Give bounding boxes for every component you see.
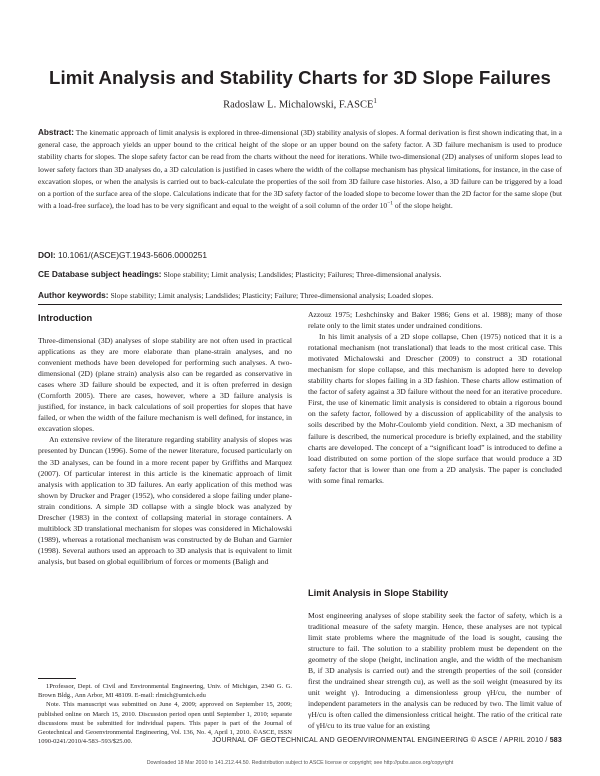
footnote-note: Note. This manuscript was submitted on June 4, 2009; approved on September 15, 2009; published online on March 15, 2010. Discussion period open until September 1, 2010; separate discussions must be submitted for individual papers. This paper is part of the Journal of Geotechnical and Geoenvironmental Engineering, Vol. 136, No. 4, April 1, 2010. ©ASCE, ISSN 1090-0241/2010/4-583–593/$25.00. bbox=[38, 701, 292, 746]
abstract-label: Abstract: bbox=[38, 128, 74, 137]
paragraph: Most engineering analyses of slope stability seek the factor of safety, which is a traditional measure of the safety margin. Hence, these analyses are not typical limit state problems where the magnitude of the load is sought, causing the structure to fail. The solution to a stability problem must be dependent on the geometry of the slope (height, inclination angle, and the width of the mechanism B, if 3D analysis is carried out) and the strength properties of the soil (consider first the undrained shear strength cu), as well as the soil weight (measured by its unit weight γ). Introducing a dimensionless group γH/cu, the number of independent parameters in the analysis can be reduced by two. The limit value of γH/cu is often called the dimensionless critical height. The ratio of the critical rate of γH/cu to its true value for an existing bbox=[308, 611, 562, 731]
paragraph: An extensive review of the literature regarding stability analysis of slopes was presented by Duncan (1996). Some of the newer literature, focused particularly on the 3D analyses, can be found in a more recent paper by Griffiths and Marquez (2007). Of particular interest in this article is the kinematic approach of limit analysis with application to 3D failures. An early application of this method was shown by Drucker and Prager (1952), who considered a slope failing under plane-strain conditions. A simple 3D collapse with a single block was analyzed by Drescher (1983) in the context of collapsing material in storage containers. A multiblock 3D translational mechanism for slopes was considered in Michalowski (1989), whereas a rotational mechanism was constructed by de Buhan and Garnier (1998). Several authors used an approach to 3D analysis that is equivalent to limit analysis, but based on global equilibrium of forces or moments (Baligh and bbox=[38, 435, 292, 566]
abstract bbox=[38, 127, 562, 212]
download-notice: Downloaded 18 Mar 2010 to 141.212.44.50. Redistribution subject to ASCE license or copyright; see http://pubs.asce.org/copyright bbox=[146, 760, 454, 766]
left-column bbox=[38, 335, 292, 567]
footnote-affiliation: 1Professor, Dept. of Civil and Environmental Engineering, Univ. of Michigan, 2340 G. G. Brown Bldg., Ann Arbor, MI 48109. E-mail: rlmich@umich.edu bbox=[38, 683, 292, 700]
author-keywords bbox=[38, 290, 562, 300]
section-heading-introduction: Introduction bbox=[38, 313, 93, 323]
doi-label: DOI: bbox=[38, 250, 56, 260]
footnote-rule bbox=[38, 678, 76, 679]
doi-line bbox=[38, 250, 207, 260]
ce-subject-headings bbox=[38, 269, 562, 279]
author-line bbox=[0, 97, 600, 111]
abstract-exponent: −1 bbox=[387, 200, 393, 207]
right-column-top bbox=[308, 309, 562, 486]
paragraph: Azzouz 1975; Leshchinsky and Baker 1986; Gens et al. 1988); many of those relate only to the limit states under undrained conditions. bbox=[308, 310, 562, 331]
journal-footer bbox=[212, 737, 562, 744]
paragraph: Three-dimensional (3D) analyses of slope stability are not often used in practical applications as they are more elaborate than plane-strain analyses, and no convenient methods have been developed for performing such analyses. A two-dimensional (2D) (plane strain) analysis also can be regarded as conservative in cases where 3D failure should be expected, and it is often preferred in design (Cornforth 2005). There are cases, however, where a 3D failure analysis is justified, for instance, in back calculations of soil properties for slopes that have failed, or when the width of the failure mechanism is well defined, for instance, in excavation slopes. bbox=[38, 336, 292, 434]
doi-value[interactable]: 10.1061/(ASCE)GT.1943-5606.0000251 bbox=[58, 250, 208, 260]
right-column-bottom bbox=[308, 610, 562, 732]
abstract-text: The kinematic approach of limit analysis is explored in three-dimensional (3D) stability analysis of slopes. A formal derivation is first shown indicating that, in a general case, the approach yields an upper bound to the critical height of the slope or an upper bound on the safety factor. A 3D failure mechanism is used to produce stability charts for slopes. The slope safety factor can be read from the charts without the need for iterations. While two-dimensional (2D) analyses of uniform slopes lead to lower safety factors than 3D analyses do, a 3D calculation is justified in cases where the width of the collapse mechanism has physical limitations, for instance, in the case of excavation slopes, or when the analysis is carried out to back-calculate the properties of the soil from 3D failure case histories. Also, a 3D failure can be triggered by a load on a portion of the surface area of the slope. Calculations indicate that for the 3D safety factor of the loaded slope to become lower than the 2D factor for the same slope (but with a load-free surface), the load has to be very significant and equal to the weight of a soil column of the order 10 bbox=[38, 128, 562, 211]
kw-label: Author keywords: bbox=[38, 290, 109, 300]
ce-text: Slope stability; Limit analysis; Landslides; Plasticity; Failures; Three-dimensional analysis. bbox=[163, 270, 442, 279]
author-footnote-mark: 1 bbox=[373, 97, 377, 105]
journal-footer-text: JOURNAL OF GEOTECHNICAL AND GEOENVIRONMENTAL ENGINEERING © ASCE / APRIL 2010 / bbox=[212, 737, 548, 744]
paragraph: In his limit analysis of a 2D slope collapse, Chen (1975) noticed that it is a rotational mechanism (not translational) that leads to the most critical case. This motivated Michalowski and Drescher (2009) to construct a 3D rotational mechanism for slope collapse, and this mechanism is adopted here to develop stability charts for slopes failing in a 3D fashion. These charts allow estimation of the factor of safety against a 3D failure without the need for an iterative procedure. First, the use of kinematic limit analysis is considered to obtain a rigorous bound on the safety factor, followed by a discussion of applicability of the analysis to soils described by the Mohr-Coulomb yield condition. Next, a 3D mechanism of failure is described, the numerical procedure is briefly explained, and the stability charts are developed. The concept of a “significant load” is introduced to define a load distributed on some portion of the slope surface that would produce a 3D safety factor that is lower than one from a 2D analysis. The paper is concluded with some final remarks. bbox=[308, 332, 562, 485]
abstract-tail: of the slope height. bbox=[393, 201, 453, 211]
ce-label: CE Database subject headings: bbox=[38, 269, 162, 279]
kw-text: Slope stability; Limit analysis; Landslides; Plasticity; Failure; Three-dimensional analysis; Loaded slopes. bbox=[110, 291, 434, 300]
author-name: Radoslaw L. Michalowski, F.ASCE bbox=[223, 99, 374, 111]
divider bbox=[38, 304, 562, 305]
paper-title: Limit Analysis and Stability Charts for 3D Slope Failures bbox=[49, 67, 551, 88]
section-heading-limit-analysis: Limit Analysis in Slope Stability bbox=[308, 588, 449, 598]
page-number: 583 bbox=[549, 737, 562, 744]
